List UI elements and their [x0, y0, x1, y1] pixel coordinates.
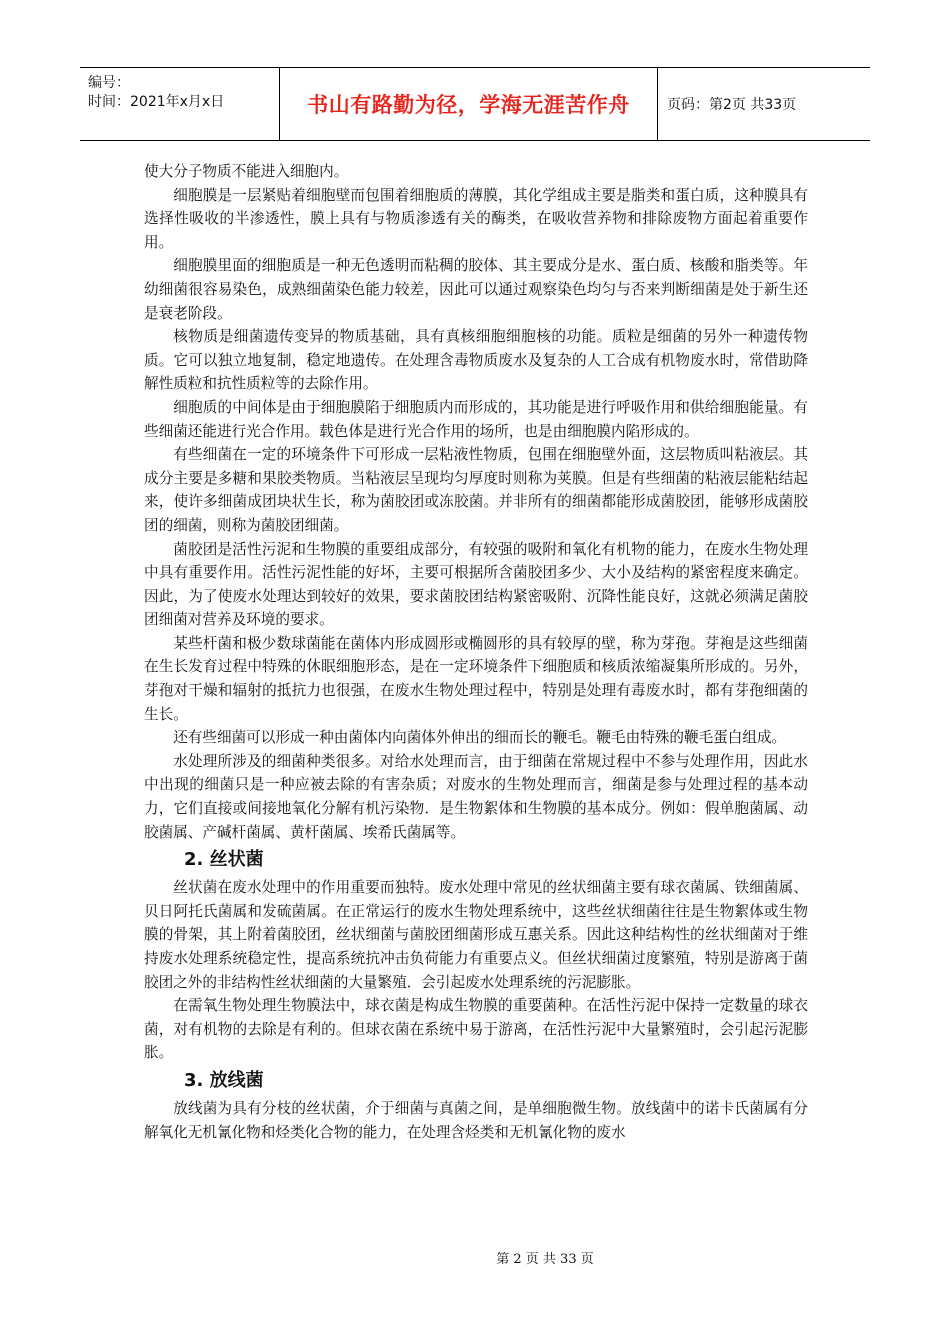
section-heading: 3. 放线菌 — [184, 1069, 264, 1091]
paragraph: 细胞质的中间体是由于细胞膜陷于细胞质内而形成的，其功能是进行呼吸作用和供给细胞能量。有些细菌还能进行光合作用。载色体是进行光合作用的场所，也是由细胞膜内陷形成的。 — [144, 398, 808, 440]
paragraph: 某些杆菌和极少数球菌能在菌体内形成圆形或椭圆形的具有较厚的壁，称为芽孢。芽袍是这些细菌在生长发育过程中特殊的休眠细胞形态，是在一定环境条件下细胞质和核质浓缩凝集所形成的。另外，芽孢对干燥和辐射的抵抗力也很强，在废水生物处理过程中，特别是处理有毒废水时，都有芽孢细菌的生长。 — [144, 634, 808, 723]
paragraph: 有些细菌在一定的环境条件下可形成一层粘液性物质，包围在细胞壁外面，这层物质叫粘液层。其成分主要是多糖和果胶类物质。当粘液层呈现均匀厚度时则称为荚膜。但是有些细菌的粘液层能粘结起来，使许多细菌成团块状生长，称为菌胶团或冻胶菌。并非所有的细菌都能形成菌胶团，能够形成菌胶团的细菌，则称为菌胶团细菌。 — [144, 446, 808, 534]
paragraph: 丝状菌在废水处理中的作用重要而独特。废水处理中常见的丝状细菌主要有球衣菌属、铁细菌属、贝日阿托氏菌属和发硫菌属。在正常运行的废水生物处理系统中，这些丝状细菌往往是生物絮体或生物膜的骨架，其上附着菌胶团，丝状细菌与菌胶团细菌形成互惠关系。因此这种结构性的丝状细菌对于维持废水处理系统稳定性，提高系统抗冲击负荷能力有重要点义。但丝状细菌过度繁殖，特别是游离于菌胶团之外的非结构性丝状细菌的大量繁殖．会引起废水处理系统的污泥膨胀。 — [144, 879, 808, 991]
motto-text: 书山有路勤为径，学海无涯苦作舟 — [307, 93, 630, 117]
motto-cell — [280, 68, 658, 140]
section-heading: 2. 丝状菌 — [184, 849, 264, 871]
paragraph: 菌胶团是活性污泥和生物膜的重要组成部分，有较强的吸附和氧化有机物的能力，在废水生物处理中具有重要作用。活性污泥性能的好坏，主要可根据所含菌胶团多少、大小及结构的紧密程度来确定。因此，为了使废水处理达到较好的效果，要求菌胶团结构紧密吸附、沉降性能良好，这就必须满足菌胶团细菌对营养及环境的要求。 — [144, 540, 808, 629]
paragraph: 还有些细菌可以形成一种由菌体内向菌体外伸出的细而长的鞭毛。鞭毛由特殊的鞭毛蛋白组成。 — [173, 729, 787, 747]
document-body — [144, 160, 808, 1144]
paragraph: 细胞膜里面的细胞质是一种无色透明而粘稠的胶体、其主要成分是水、蛋白质、核酸和脂类等。年幼细菌很容易染色，成熟细菌染色能力较差，因此可以通过观察染色均匀与否来判断细菌是处于新生还是衰老阶段。 — [144, 257, 808, 322]
paragraph: 水处理所涉及的细菌种类很多。对给水处理而言，由于细菌在常规过程中不参与处理作用，因此水中出现的细菌只是一种应被去除的有害杂质；对废水的生物处理而言，细菌是参与处理过程的基本动力，它们直接或间接地氧化分解有机污染物．是生物絮体和生物膜的基本成分。例如：假单胞菌属、动胶菌属、产碱杆菌属、黄杆菌属、埃希氏菌属等。 — [144, 752, 808, 841]
page-footer: 第 2 页 共 33 页 — [496, 1252, 594, 1267]
header-table — [80, 67, 870, 141]
paragraph: 细胞膜是一层紧贴着细胞壁而包围着细胞质的薄膜，其化学组成主要是脂类和蛋白质，这种膜具有选择性吸收的半渗透性，膜上具有与物质渗透有关的酶类，在吸收营养物和排除废物方面起着重要作用。 — [144, 186, 808, 251]
number-label: 编号： — [88, 75, 130, 91]
date-line: 时间：2021年x月x日 — [88, 94, 225, 110]
paragraph: 核物质是细菌遗传变异的物质基础，具有真核细胞细胞核的功能。质粒是细菌的另外一种遗传物质。它可以独立地复制，稳定地遗传。在处理含毒物质废水及复杂的人工合成有机物废水时，常借助降解性质粒和抗性质粒等的去除作用。 — [144, 328, 808, 393]
header-meta-cell — [80, 68, 280, 140]
paragraph: 在需氧生物处理生物膜法中，球衣菌是构成生物膜的重要菌种。在活性污泥中保持一定数量的球衣菌，对有机物的去除是有利的。但球衣菌在系统中易于游离，在活性污泥中大量繁殖时，会引起污泥膨胀。 — [144, 997, 808, 1062]
paragraph: 放线菌为具有分枝的丝状菌，介于细菌与真菌之间，是单细胞微生物。放线菌中的诺卡氏菌属有分解氧化无机氰化物和烃类化合物的能力，在处理含烃类和无机氰化物的废水 — [144, 1099, 808, 1141]
paragraph: 使大分子物质不能进入细胞内。 — [144, 163, 349, 180]
page-info-cell — [658, 68, 870, 140]
page-info: 页码：第2页 共33页 — [667, 97, 797, 113]
